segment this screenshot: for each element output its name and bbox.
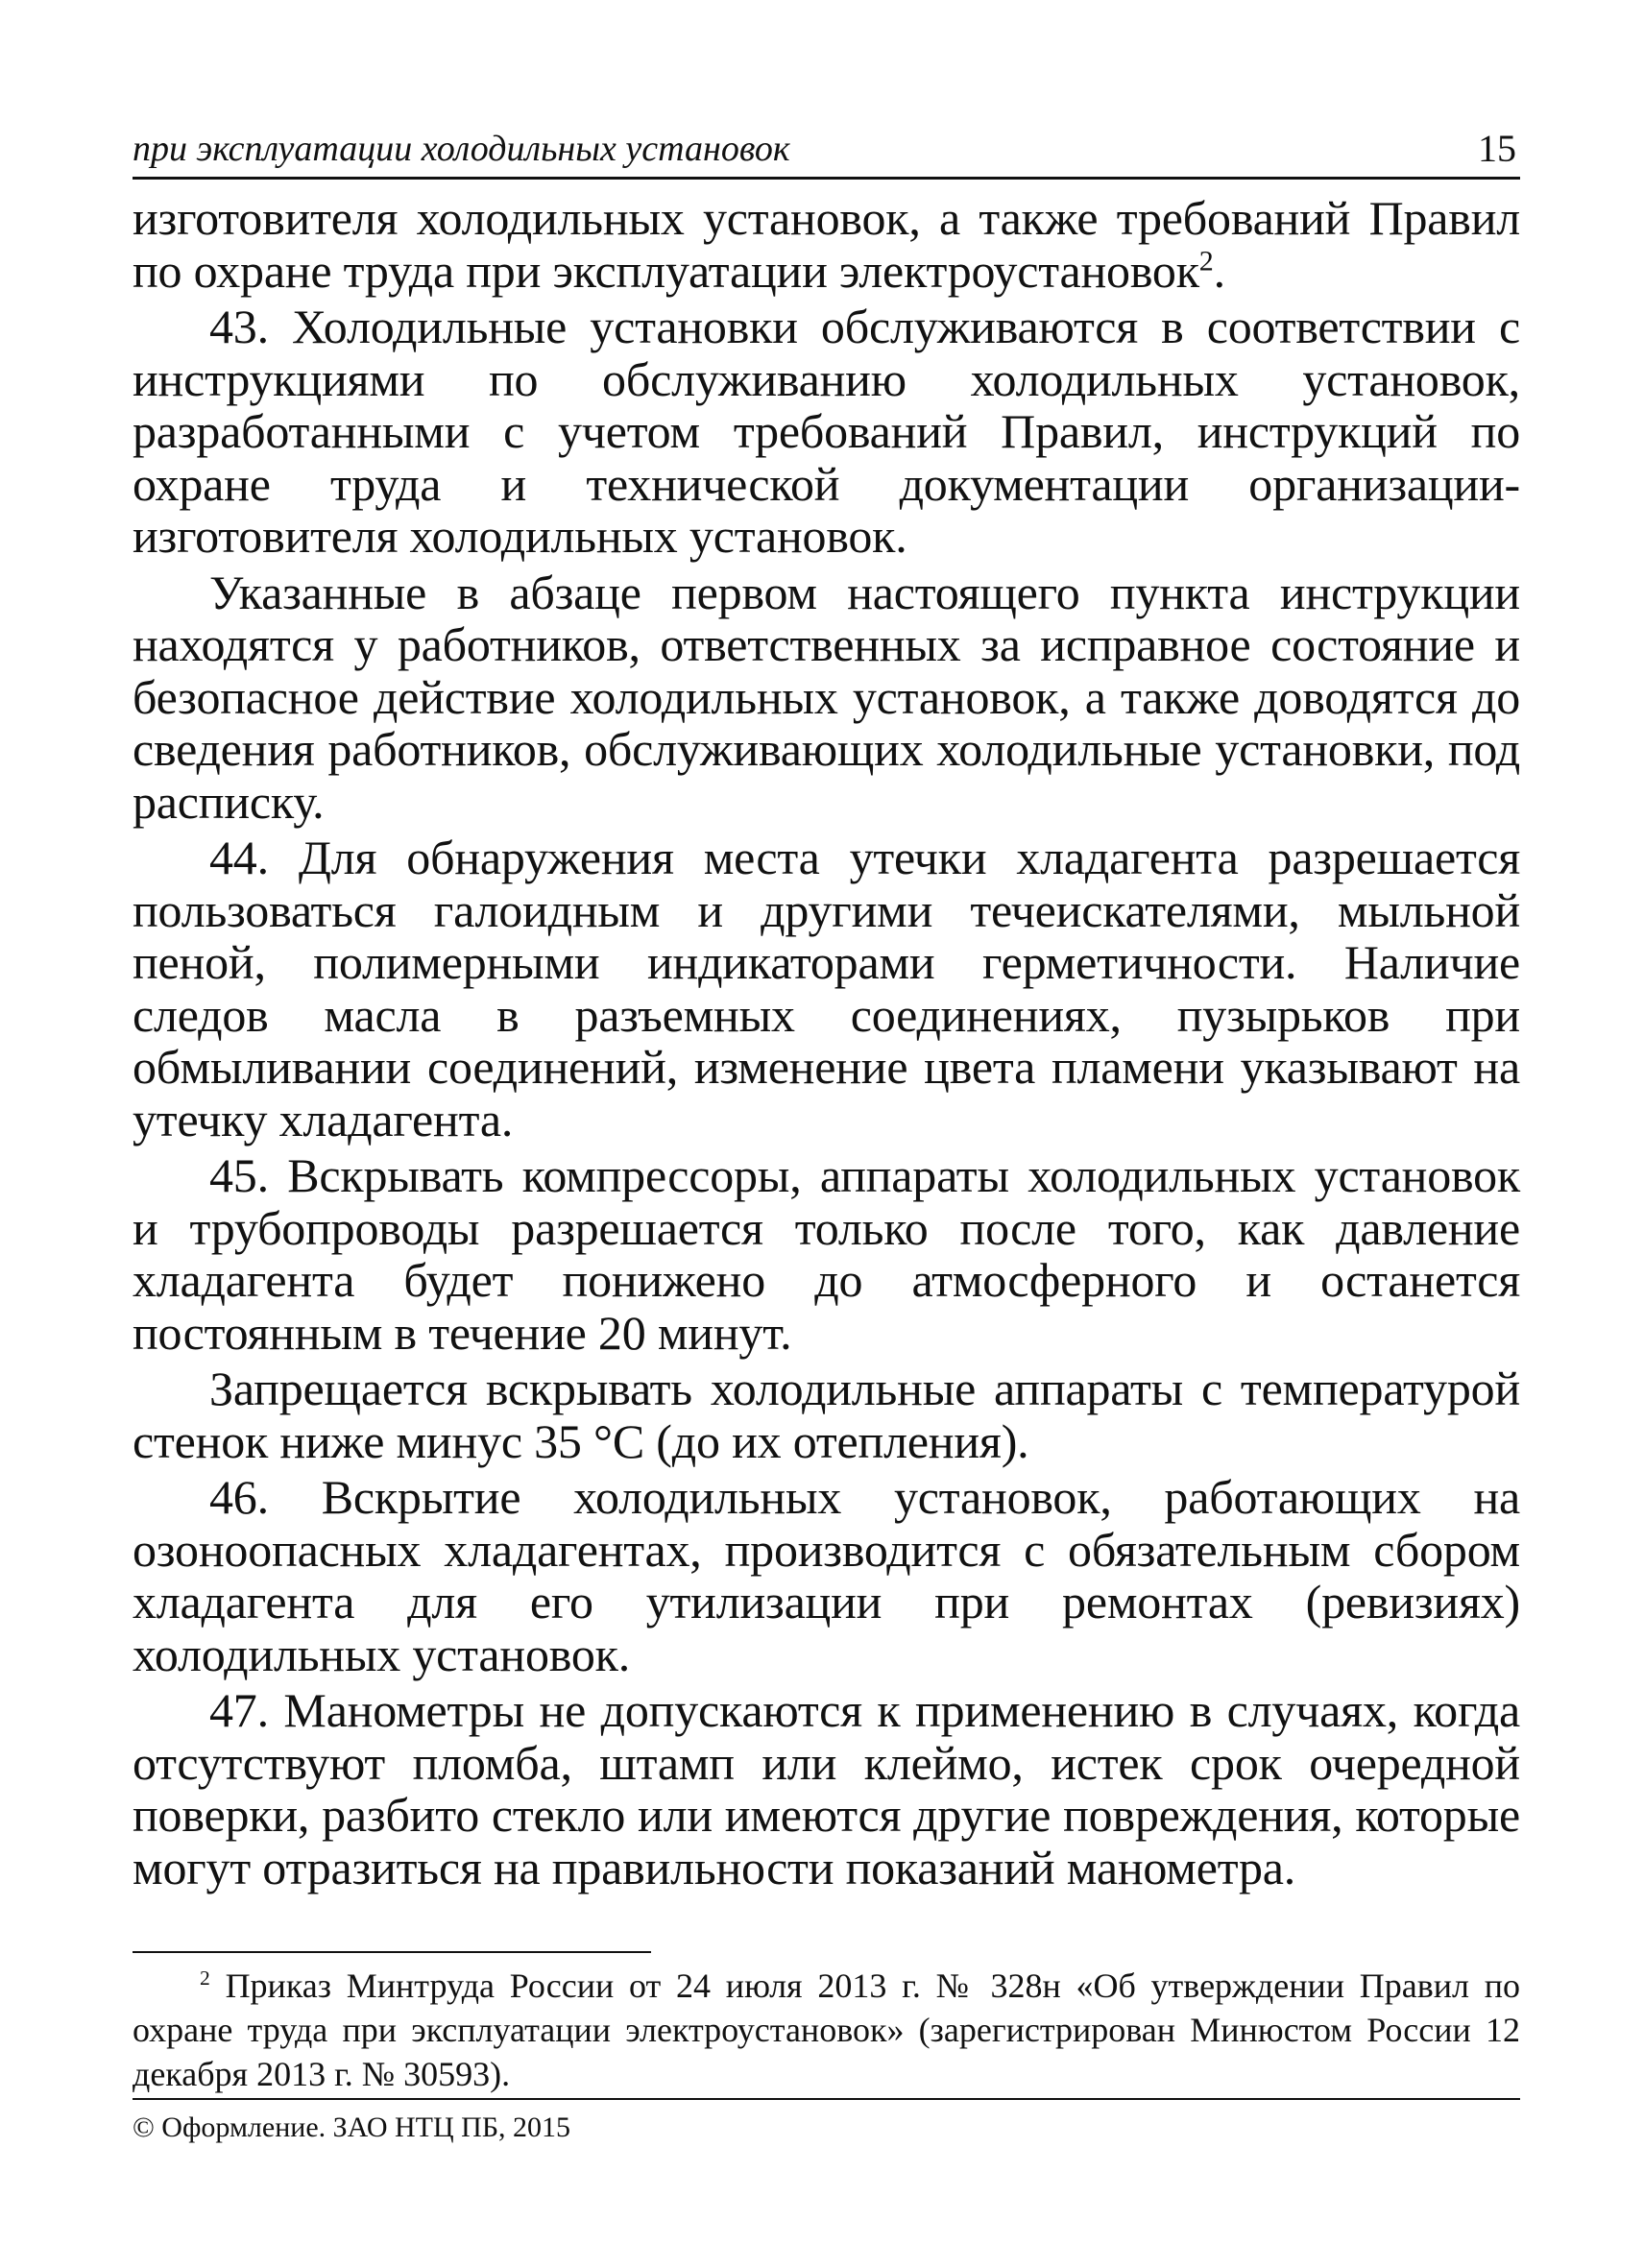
- paragraph-item-44: 44. Для обнаружения места утечки хладагента разрешается пользоваться галоидным и другими течеискателями, мыльной пеной, полимерными индикаторами герметичности. Наличие следов масла в разъемных соединениях, пузырьков при обмыливании соединений, изменение цвета пламени указывают на утечку хладагента.: [133, 831, 1520, 1146]
- paragraph-item-45: 45. Вскрывать компрессоры, аппараты холодильных установок и трубопроводы разрешается только после того, как давление хладагента будет понижено до атмосферного и останется постоянным в течение 20 минут.: [133, 1148, 1520, 1360]
- paragraph-item-46: 46. Вскрытие холодильных установок, работающих на озоноопасных хладагентах, производится с обязательным сбором хладагента для его утилизации при ремонтах (ревизиях) холодильных установок.: [133, 1470, 1520, 1681]
- paragraph-item-45-second: Запрещается вскрывать холодильные аппараты с температурой стенок ниже минус 35 °С (до их отепления).: [133, 1362, 1520, 1468]
- body-text: [133, 192, 1520, 1894]
- paragraph-item-43-second: Указанные в абзаце первом настоящего пункта инструкции находятся у работников, ответственных за исправное состояние и безопасное действие холодильных установок, а также доводятся до сведения работников, обслуживающих холодильные установки, под расписку.: [133, 565, 1520, 829]
- running-title: при эксплуатации холодильных установок: [133, 129, 790, 169]
- paragraph-text: изготовителя холодильных установок, а также требований Правил по охране труда при эксплуатации электроустановок: [133, 191, 1520, 298]
- paragraph-item-43: 43. Холодильные установки обслуживаются в соответствии с инструкциями по обслуживанию холодильных установок, разработанными с учетом требований Правил, инструкций по охране труда и технической документации организации-изготовителя холодильных установок.: [133, 300, 1520, 563]
- footer-divider: [133, 2098, 1520, 2100]
- footnote-text: Приказ Минтруда России от 24 июля 2013 г. № 328н «Об утверждении Правил по охране труда при эксплуатации электроустановок» (зарегистрирован Минюстом России 12 декабря 2013 г. № 30593).: [133, 1966, 1521, 2093]
- paragraph-item-47: 47. Манометры не допускаются к применению в случаях, когда отсутствуют пломба, штамп или клеймо, истек срок очередной поверки, разбито стекло или имеются другие повреждения, которые могут отразиться на правильности показаний манометра.: [133, 1683, 1520, 1894]
- footnote-reference: 2: [1198, 244, 1214, 277]
- footnote: [133, 1964, 1520, 2096]
- footnote-divider: [133, 1951, 651, 1953]
- page-number: 15: [1478, 127, 1516, 170]
- copyright-notice: © Оформление. ЗАО НТЦ ПБ, 2015: [133, 2111, 571, 2143]
- document-page: [133, 0, 1520, 2268]
- paragraph-continuation: [133, 192, 1520, 297]
- running-header: [133, 123, 1520, 180]
- paragraph-tail: .: [1213, 243, 1225, 298]
- footnote-marker: 2: [200, 1966, 210, 1990]
